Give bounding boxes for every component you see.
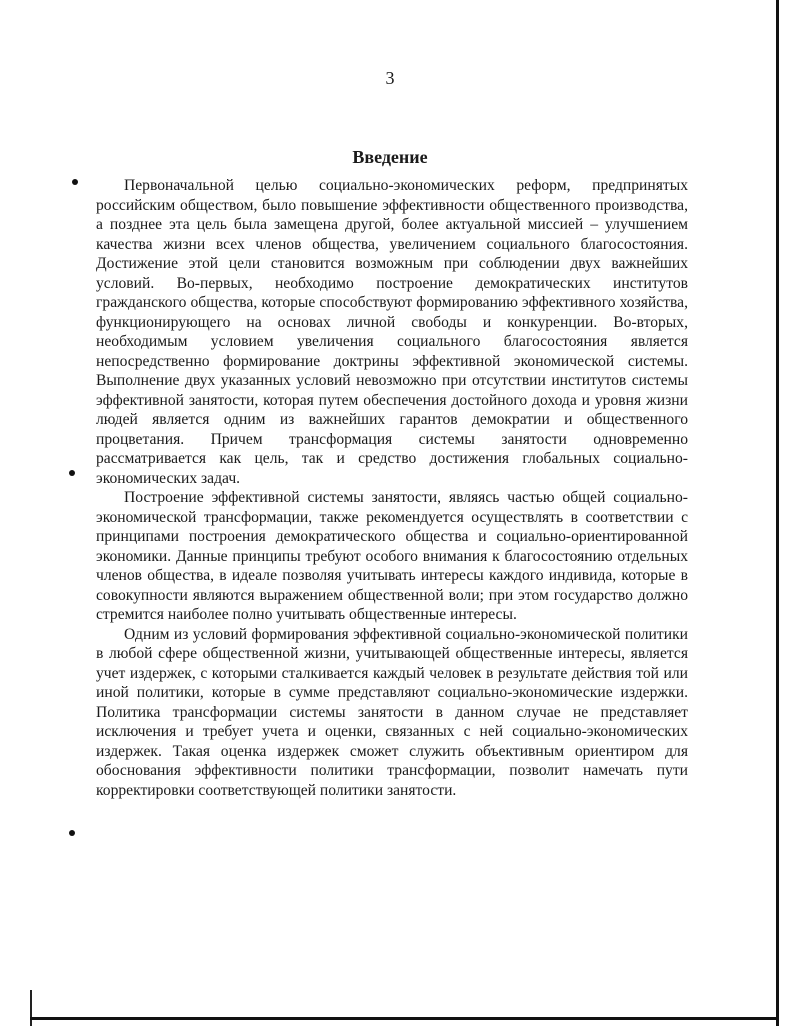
paragraph-2: Построение эффективной системы занятости, являясь частью общей социально-экономической трансформации, также рекомендуется осуществлять в соответствии с принципами построения демократического общества и социально-ориентированной экономики. Данные принципы требуют особого внимания к благосостоянию отдельных членов общества, в идеале позволяя учитывать интересы каждого индивида, которые в совокупности являются выражением общественной воли; при этом государство должно стремится наиболее полно учитывать общественные интересы. xyxy=(96,489,688,623)
document-body xyxy=(96,176,688,800)
paragraph-1: Первоначальной целью социально-экономических реформ, предпринятых российским обществом, было повышение эффективности общественного производства, а позднее эта цель была замещена другой, более актуальной миссией – улучшением качества жизни всех членов общества, увеличением социального благосостояния. Достижение этой цели становится возможным при соблюдении двух важнейших условий. Во-первых, необходимо построение демократических институтов гражданского общества, которые способствуют формированию эффективного хозяйства, функционирующего на основах личной свободы и конкуренции. Во-вторых, необходимым условием увеличения социального благосостояния является непосредственно формирование доктрины эффективной экономической системы. Выполнение двух указанных условий невозможно при отсутствии институтов системы эффективной занятости, которая путем обеспечения достойного дохода и уровня жизни людей является одним из важнейших гарантов демократии и общественного процветания. Причем трансформация системы занятости одновременно рассматривается как цель, так и средство достижения глобальных социально-экономических задач. xyxy=(96,177,688,487)
scan-dot-mark xyxy=(69,470,75,476)
paragraph-3: Одним из условий формирования эффективной социально-экономической политики в любой сфере общественной жизни, учитывающей общественные интересы, является учет издержек, с которыми сталкивается каждый человек в результате действия той или иной политики, которые в сумме представляют социально-экономические издержки. Политика трансформации системы занятости в данном случае не представляет исключения и требует учета и оценки, связанных с ней социально-экономических издержек. Такая оценка издержек сможет служить объективным ориентиром для обоснования эффективности политики трансформации, позволит намечать пути корректировки соответствующей политики занятости. xyxy=(96,625,688,799)
scan-border-right xyxy=(776,0,779,1026)
page-title: Введение xyxy=(352,147,428,167)
scan-border-bottom xyxy=(30,1017,779,1020)
scan-dot-mark xyxy=(69,830,75,836)
scan-dot-mark xyxy=(72,179,78,185)
page-number: 3 xyxy=(385,68,395,88)
scan-border-left xyxy=(30,990,32,1026)
